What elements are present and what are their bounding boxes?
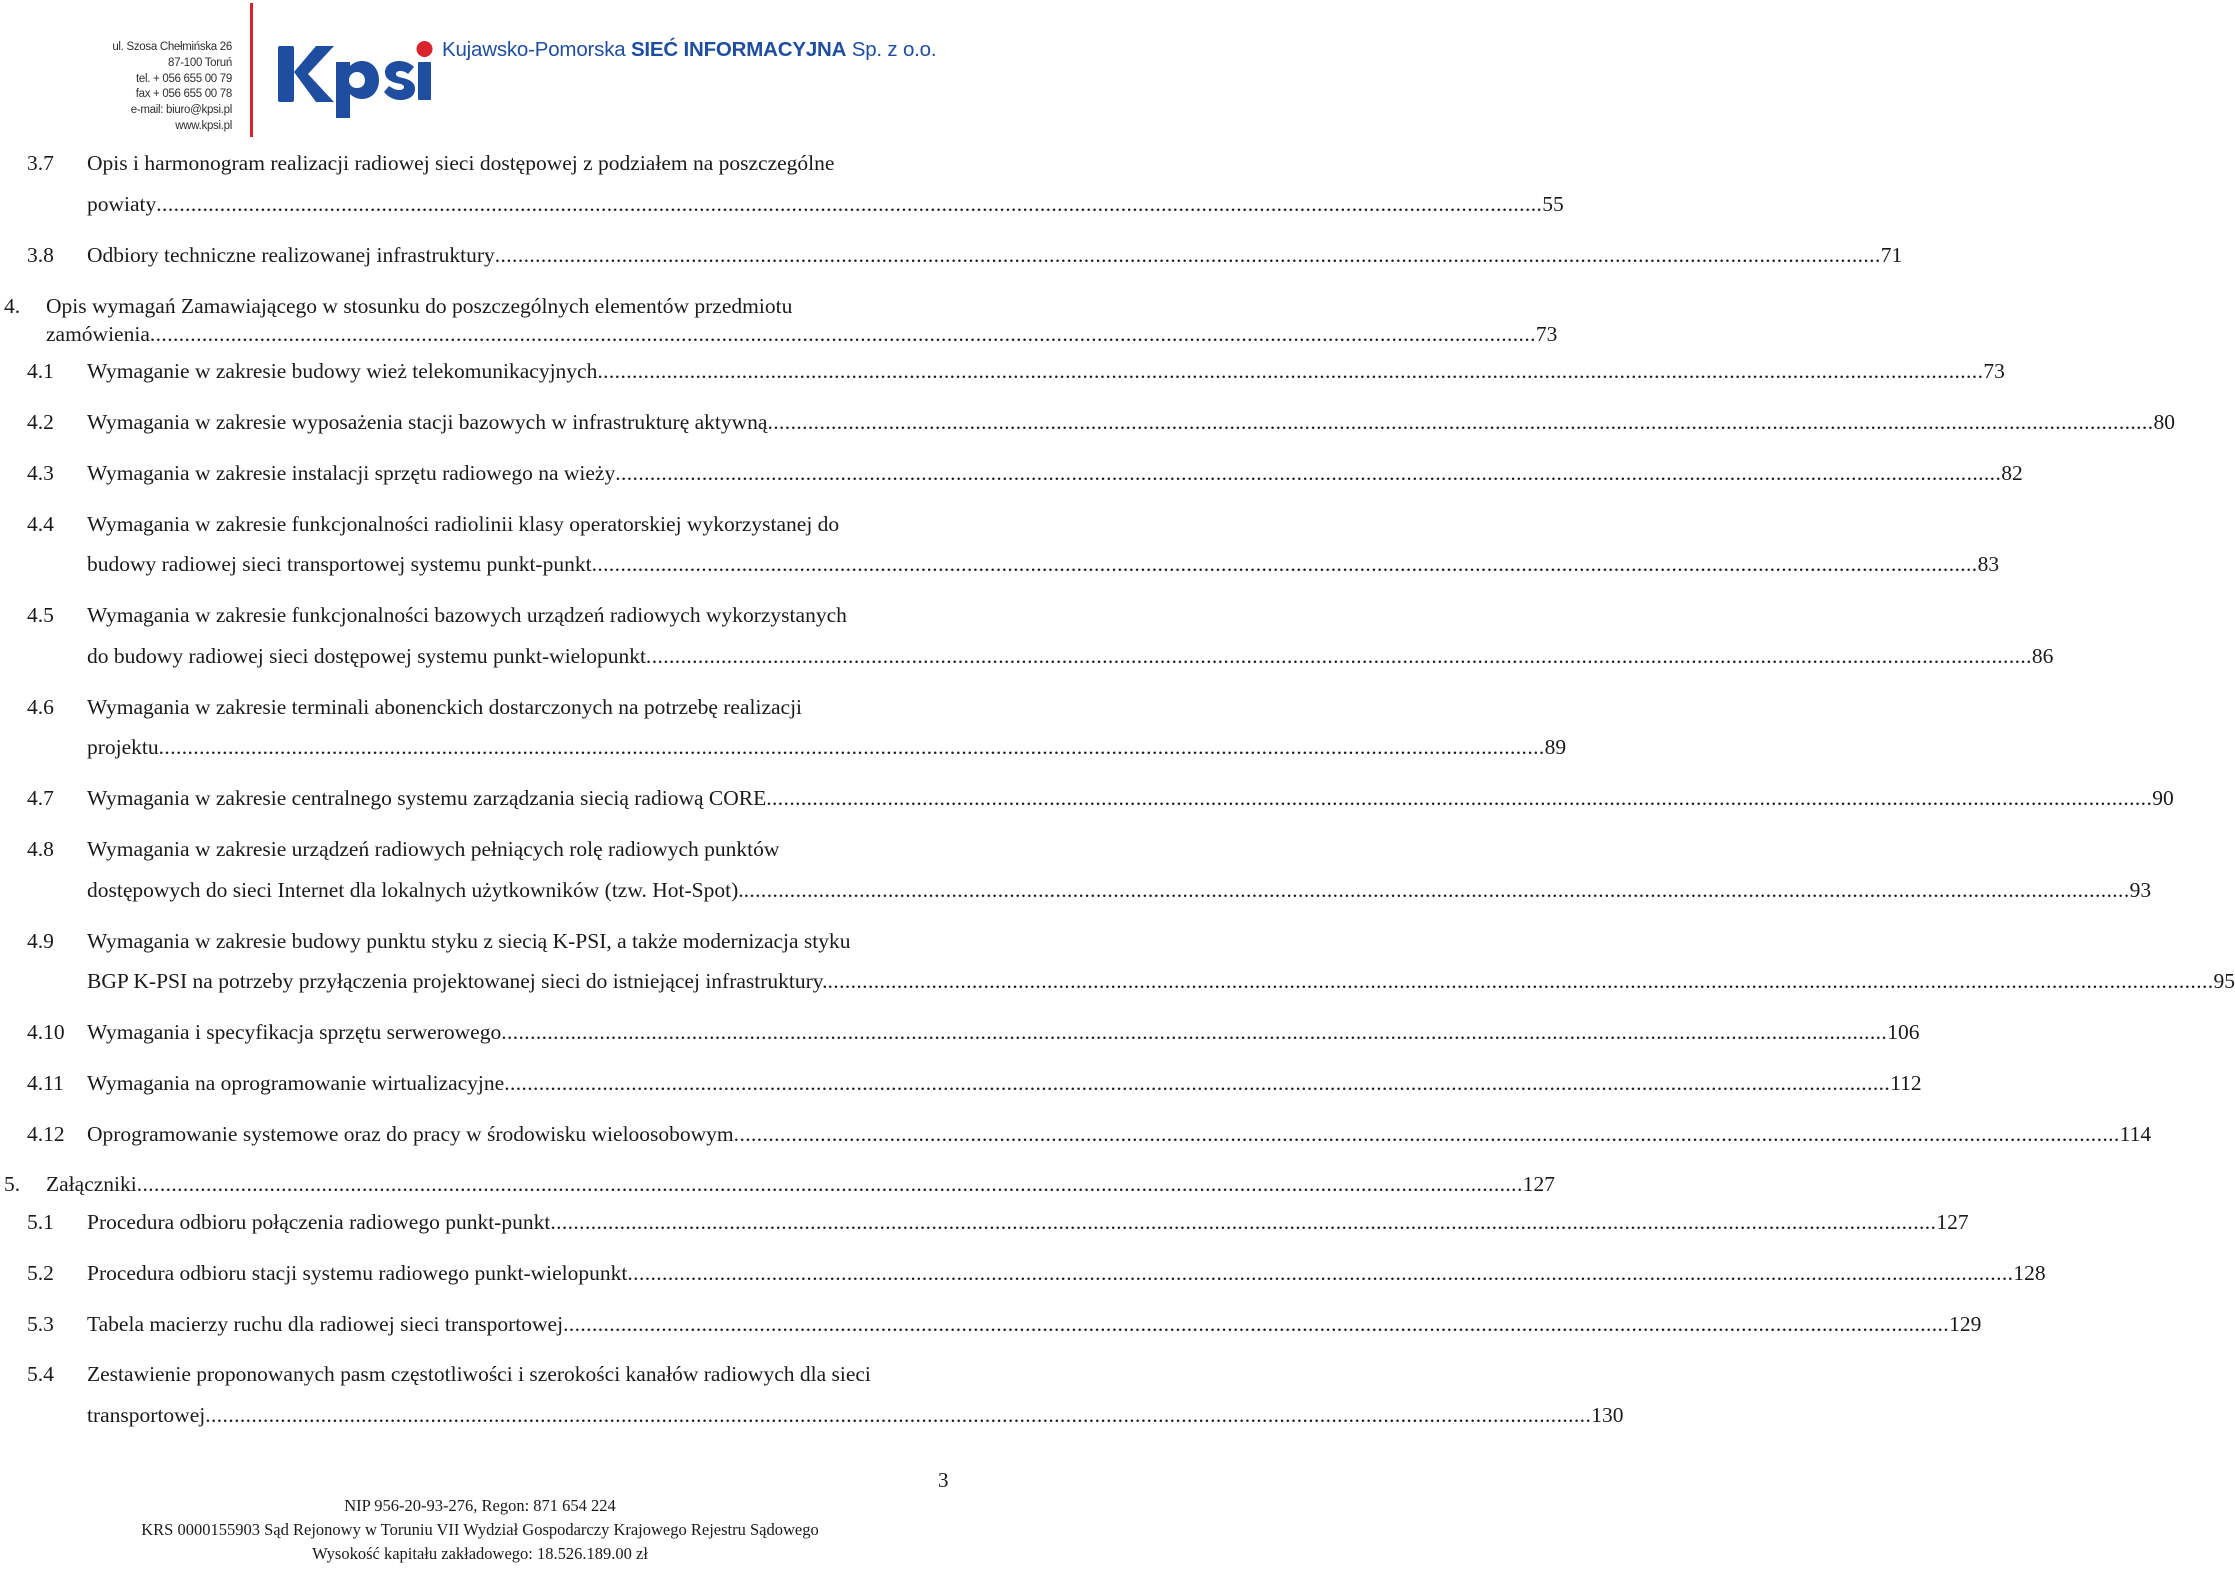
toc-entry-5-2[interactable] <box>27 1257 2046 1289</box>
toc-entry-4-7[interactable] <box>27 782 2174 814</box>
kpsi-logo <box>276 34 438 125</box>
toc-number: 4.7 <box>27 786 54 810</box>
toc-entry-4-3[interactable] <box>27 457 2023 489</box>
toc-page: 89 <box>1544 735 1567 759</box>
toc-entry-4-9-cont[interactable] <box>87 965 2235 997</box>
toc-title: Wymagania w zakresie instalacji sprzętu radiowego na wieży <box>87 461 616 485</box>
dot-leader: ................................................................................................................................................................................................................................................ <box>158 735 1545 759</box>
dot-leader: ................................................................................................................................................................................................................................................ <box>205 1403 1592 1427</box>
toc-entry-5-4-cont[interactable] <box>87 1399 1624 1431</box>
dot-leader: ................................................................................................................................................................................................................................................ <box>504 1071 1891 1095</box>
toc-page: 95 <box>2213 969 2235 993</box>
toc-page: 127 <box>1936 1210 1969 1234</box>
toc-title: dostępowych do sieci Internet dla lokalnych użytkowników (tzw. Hot-Spot). <box>87 878 744 902</box>
toc-number: 4.8 <box>27 837 54 861</box>
dot-leader: ................................................................................................................................................................................................................................................ <box>136 1172 1523 1196</box>
dot-leader: ................................................................................................................................................................................................................................................ <box>597 359 1984 383</box>
company-name-bold: SIEĆ INFORMACYJNA <box>630 38 847 61</box>
toc-number: 4.10 <box>27 1020 65 1044</box>
toc-title: zamówienia <box>46 322 150 346</box>
toc-entry-3-8[interactable] <box>27 239 1903 271</box>
toc-entry-4-2[interactable] <box>27 406 2175 438</box>
dot-leader: ................................................................................................................................................................................................................................................ <box>563 1312 1950 1336</box>
toc-entry-5-4[interactable] <box>0 1358 960 1390</box>
company-name-prefix: Kujawsko-Pomorska <box>442 38 626 61</box>
toc-number: 4.6 <box>27 695 54 719</box>
address-website: www.kpsi.pl <box>175 119 232 132</box>
dot-leader: ................................................................................................................................................................................................................................................ <box>827 969 2214 993</box>
toc-page: 73 <box>1983 359 2005 383</box>
toc-title: Wymagania na oprogramowanie wirtualizacyjne <box>87 1071 505 1095</box>
toc-title: Opis wymagań Zamawiającego w stosunku do poszczególnych elementów przedmiotu <box>46 294 793 318</box>
address-city: 87-100 Toruń <box>168 56 232 69</box>
toc-number: 4.2 <box>27 410 54 434</box>
toc-page: 130 <box>1591 1403 1624 1427</box>
toc-number: 4.11 <box>27 1071 64 1095</box>
address-fax: fax + 056 655 00 78 <box>135 88 232 101</box>
toc-number: 4.4 <box>27 512 54 536</box>
toc-title: Procedura odbioru połączenia radiowego punkt-punkt <box>87 1210 551 1234</box>
address-phone: tel. + 056 655 00 79 <box>136 72 232 85</box>
toc-page: 128 <box>2013 1261 2046 1285</box>
toc-entry-4-4[interactable] <box>0 508 960 540</box>
toc-title: Zestawienie proponowanych pasm częstotliwości i szerokości kanałów radiowych dla sieci <box>87 1362 871 1386</box>
toc-page: 80 <box>2153 410 2175 434</box>
toc-page: 55 <box>1542 192 1564 216</box>
toc-page: 114 <box>2119 1122 2152 1146</box>
toc-entry-4-cont[interactable] <box>46 318 1558 350</box>
toc-entry-4-11[interactable] <box>27 1067 1922 1099</box>
dot-leader: ................................................................................................................................................................................................................................................ <box>767 410 2154 434</box>
toc-number: 5.3 <box>27 1312 54 1336</box>
toc-number: 4.5 <box>27 603 54 627</box>
toc-title: Tabela macierzy ruchu dla radiowej sieci transportowej <box>87 1312 564 1336</box>
toc-title: projektu <box>87 735 159 759</box>
toc-title: Procedura odbioru stacji systemu radiowego punkt-wielopunkt <box>87 1261 628 1285</box>
toc-title: Wymagania w zakresie funkcjonalności bazowych urządzeń radiowych wykorzystanych <box>87 603 847 627</box>
dot-leader: ................................................................................................................................................................................................................................................ <box>766 786 2153 810</box>
toc-page: 112 <box>1890 1071 1922 1095</box>
toc-title: Wymagania w zakresie urządzeń radiowych pełniących rolę radiowych punktów <box>87 837 780 861</box>
toc-title: budowy radiowej sieci transportowej systemu punkt-punkt <box>87 552 592 576</box>
dot-leader: ................................................................................................................................................................................................................................................ <box>501 1020 1888 1044</box>
toc-number: 4.9 <box>27 929 54 953</box>
toc-number: 4. <box>4 294 21 318</box>
toc-page: 86 <box>2031 644 2054 668</box>
toc-entry-4-8[interactable] <box>0 833 960 865</box>
toc-title: Wymagania i specyfikacja sprzętu serwerowego <box>87 1020 502 1044</box>
toc-title: powiaty <box>87 192 157 216</box>
letterhead <box>0 0 960 140</box>
dot-leader: ................................................................................................................................................................................................................................................ <box>591 552 1978 576</box>
dot-leader: ................................................................................................................................................................................................................................................ <box>149 322 1536 346</box>
dot-leader: ................................................................................................................................................................................................................................................ <box>156 192 1543 216</box>
toc-title: Wymagania w zakresie budowy punktu styku z siecią K-PSI, a także modernizacja styku <box>87 929 851 953</box>
address-street: ul. Szosa Chełmińska 26 <box>112 41 232 53</box>
toc-page: 71 <box>1880 243 1903 267</box>
page-number: 3 <box>938 1468 949 1492</box>
toc-entry-4-12[interactable] <box>27 1118 2152 1150</box>
toc-number: 4.12 <box>27 1122 65 1146</box>
toc-page: 93 <box>2129 878 2152 902</box>
toc-title: Wymaganie w zakresie budowy wież telekomunikacyjnych <box>87 359 598 383</box>
toc-number: 5.2 <box>27 1261 54 1285</box>
footer-krs: KRS 0000155903 Sąd Rejonowy w Toruniu VII Wydział Gospodarczy Krajowego Rejestru Sądowego <box>141 1520 819 1539</box>
toc-page: 127 <box>1522 1172 1555 1196</box>
dot-leader: ................................................................................................................................................................................................................................................ <box>743 878 2130 902</box>
toc-number: 3.7 <box>27 151 54 175</box>
toc-entry-4-9[interactable] <box>0 925 960 957</box>
address-email: e-mail: biuro@kpsi.pl <box>130 104 232 117</box>
toc-title: transportowej <box>87 1403 206 1427</box>
toc-title: Wymagania w zakresie centralnego systemu zarządzania siecią radiową CORE <box>87 786 767 810</box>
footer-nip: NIP 956-20-93-276, Regon: 871 654 224 <box>344 1496 616 1515</box>
dot-leader: ................................................................................................................................................................................................................................................ <box>733 1122 2120 1146</box>
toc-entry-4-1[interactable] <box>27 355 2005 387</box>
toc-entry-3-7[interactable] <box>0 147 960 179</box>
toc-number: 4.3 <box>27 461 54 485</box>
toc-entry-5-1[interactable] <box>27 1206 1969 1238</box>
company-name <box>442 38 936 62</box>
dot-leader: ................................................................................................................................................................................................................................................ <box>627 1261 2014 1285</box>
toc-entry-4-10[interactable] <box>27 1016 1920 1048</box>
toc-entry-5-3[interactable] <box>27 1308 1982 1340</box>
toc-number: 5.1 <box>27 1210 54 1234</box>
company-name-suffix: Sp. z o.o. <box>851 38 937 61</box>
toc-page: 129 <box>1949 1312 1982 1336</box>
toc-entry-4-5-cont[interactable] <box>87 640 2054 672</box>
toc-title: BGP K-PSI na potrzeby przyłączenia projektowanej sieci do istniejącej infrastruktury. <box>87 969 828 993</box>
toc-title: Wymagania w zakresie funkcjonalności radiolinii klasy operatorskiej wykorzystanej do <box>87 512 840 536</box>
toc-page: 90 <box>2152 786 2174 810</box>
toc-page: 83 <box>1977 552 2000 576</box>
toc-entry-5[interactable] <box>4 1168 1555 1200</box>
dot-leader: ................................................................................................................................................................................................................................................ <box>494 243 1881 267</box>
toc-title: Załączniki <box>46 1172 137 1196</box>
toc-title: Wymagania w zakresie wyposażenia stacji bazowych w infrastrukturę aktywną <box>87 410 768 434</box>
toc-title: Odbiory techniczne realizowanej infrastruktury <box>87 243 495 267</box>
dot-leader: ................................................................................................................................................................................................................................................ <box>550 1210 1937 1234</box>
footer-capital: Wysokość kapitału zakładowego: 18.526.189.00 zł <box>312 1544 648 1563</box>
toc-entry-4-6-cont[interactable] <box>87 731 1567 763</box>
company-address <box>96 40 232 135</box>
toc-entry-3-7-cont[interactable] <box>87 188 1564 220</box>
toc-number: 5. <box>4 1172 21 1196</box>
toc-entry-4-5[interactable] <box>0 599 960 631</box>
dot-leader: ................................................................................................................................................................................................................................................ <box>615 461 2002 485</box>
toc-title: do budowy radiowej sieci dostępowej systemu punkt-wielopunkt <box>87 644 646 668</box>
toc-number: 4.1 <box>27 359 54 383</box>
toc-page: 106 <box>1887 1020 1920 1044</box>
toc-page: 73 <box>1535 322 1558 346</box>
header-divider <box>250 3 253 137</box>
toc-entry-4-4-cont[interactable] <box>87 548 2000 580</box>
toc-number: 5.4 <box>27 1362 54 1386</box>
toc-entry-4-8-cont[interactable] <box>87 874 2152 906</box>
toc-number: 3.8 <box>27 243 54 267</box>
toc-title: Wymagania w zakresie terminali abonenckich dostarczonych na potrzebę realizacji <box>87 695 803 719</box>
toc-title: Oprogramowanie systemowe oraz do pracy w środowisku wieloosobowym <box>87 1122 734 1146</box>
toc-entry-4-6[interactable] <box>0 691 960 723</box>
toc-title: Opis i harmonogram realizacji radiowej sieci dostępowej z podziałem na poszczególne <box>87 151 835 175</box>
dot-leader: ................................................................................................................................................................................................................................................ <box>645 644 2032 668</box>
toc-page: 82 <box>2001 461 2023 485</box>
